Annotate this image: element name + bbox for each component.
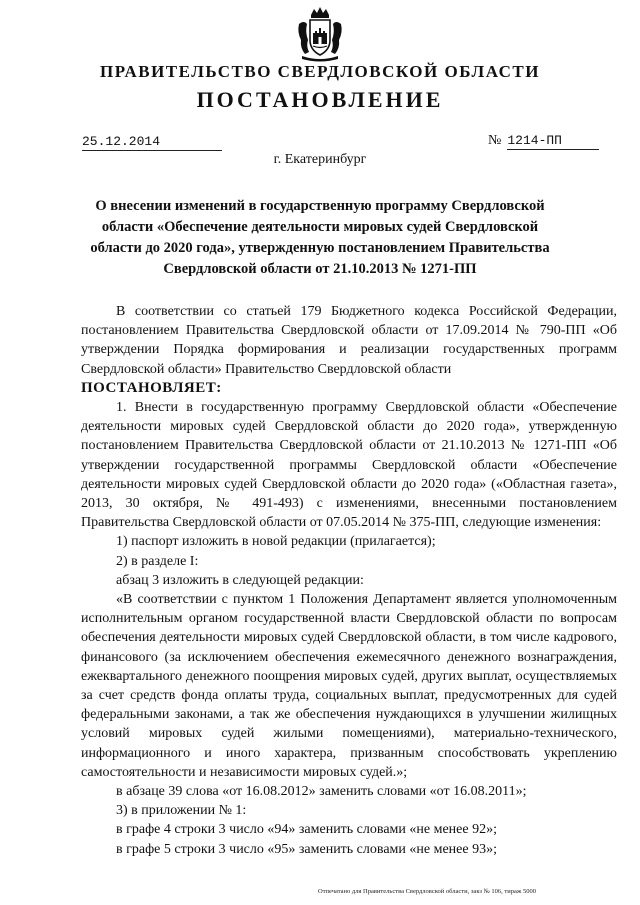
number-value: 1214-ПП (507, 133, 599, 150)
document-title: О внесении изменений в государственную программу Свердловской области «Обеспечение деятельности мировых судей Свердловской области до 2020 года», утвержденную постановлением Правительства Свердловской области от 21.10.2013 № 1271-ПП (90, 198, 550, 277)
document-body (81, 302, 617, 859)
document-number (488, 133, 599, 150)
column-5-change: в графе 5 строки 3 число «95» заменить словами «не менее 93»; (116, 841, 497, 857)
quoted-paragraph: «В соответствии с пунктом 1 Положения Департамент является уполномоченным исполнительным органом государственной власти Свердловской области по вопросам обеспечения деятельности мировых судей Свердловской области, в том числе кадрового, финансового (за исключением обеспечения ежемесячного денежного вознаграждения, ежеквартального денежного поощрения мировых судей, других выплат, осуществляемых за счет средств фонда оплаты труда, социальных выплат, предусмотренных для судей федеральными законами, а так же обеспечения нуждающихся в улучшении жилищных условий мировых судей жилыми помещениями), материально-технического, информационного и иного характера, призванным способствовать укреплению самостоятельности и независимости мировых судей.»; (81, 592, 617, 780)
paragraph-39-change: в абзаце 39 слова «от 16.08.2012» заменить словами «от 16.08.2011»; (116, 784, 527, 800)
item-1-paragraph: 1. Внести в государственную программу Свердловской области «Обеспечение деятельности мировых судей Свердловской области до 2020 года», утвержденную постановлением Правительства Свердловской области от 21.10.2013 № 1271-ПП «Об утверждении государственной программы Свердловской области «Обеспечение деятельности мировых судей Свердловской области до 2020 года» («Областная газета», 2013, 30 октября, № 491-493) с изменениями, внесенными постановлением Правительства Свердловской области от 07.05.2014 № 375-ПП, следующие изменения: (81, 400, 617, 531)
document-date: 25.12.2014 (82, 134, 222, 151)
paragraph-3-instruction: абзац 3 изложить в следующей редакции: (116, 572, 364, 588)
print-footer: Отпечатано для Правительства Свердловской области, закз № 106, тираж 5000 (318, 888, 536, 895)
organization-title: ПРАВИТЕЛЬСТВО СВЕРДЛОВСКОЙ ОБЛАСТИ (100, 62, 540, 81)
city-line: г. Екатеринбург (273, 152, 367, 167)
sub-item-3: 3) в приложении № 1: (116, 803, 247, 819)
decree-heading: ПОСТАНОВЛЯЕТ: (81, 379, 222, 396)
document-type: ПОСТАНОВЛЕНИЕ (196, 87, 444, 112)
coat-of-arms-icon (296, 6, 344, 62)
preamble-paragraph: В соответствии со статьей 179 Бюджетного кодекса Российской Федерации, постановлением Правительства Свердловской области от 17.09.2014 № 790-ПП «Об утверждении Порядка формирования и реализации государственных программ Свердловской области» Правительство Свердловской области (81, 304, 617, 377)
number-sign: № (488, 133, 502, 148)
sub-item-1: 1) паспорт изложить в новой редакции (прилагается); (116, 534, 436, 550)
sub-item-2: 2) в разделе I: (116, 553, 199, 569)
column-4-change: в графе 4 строки 3 число «94» заменить словами «не менее 92»; (116, 822, 497, 838)
